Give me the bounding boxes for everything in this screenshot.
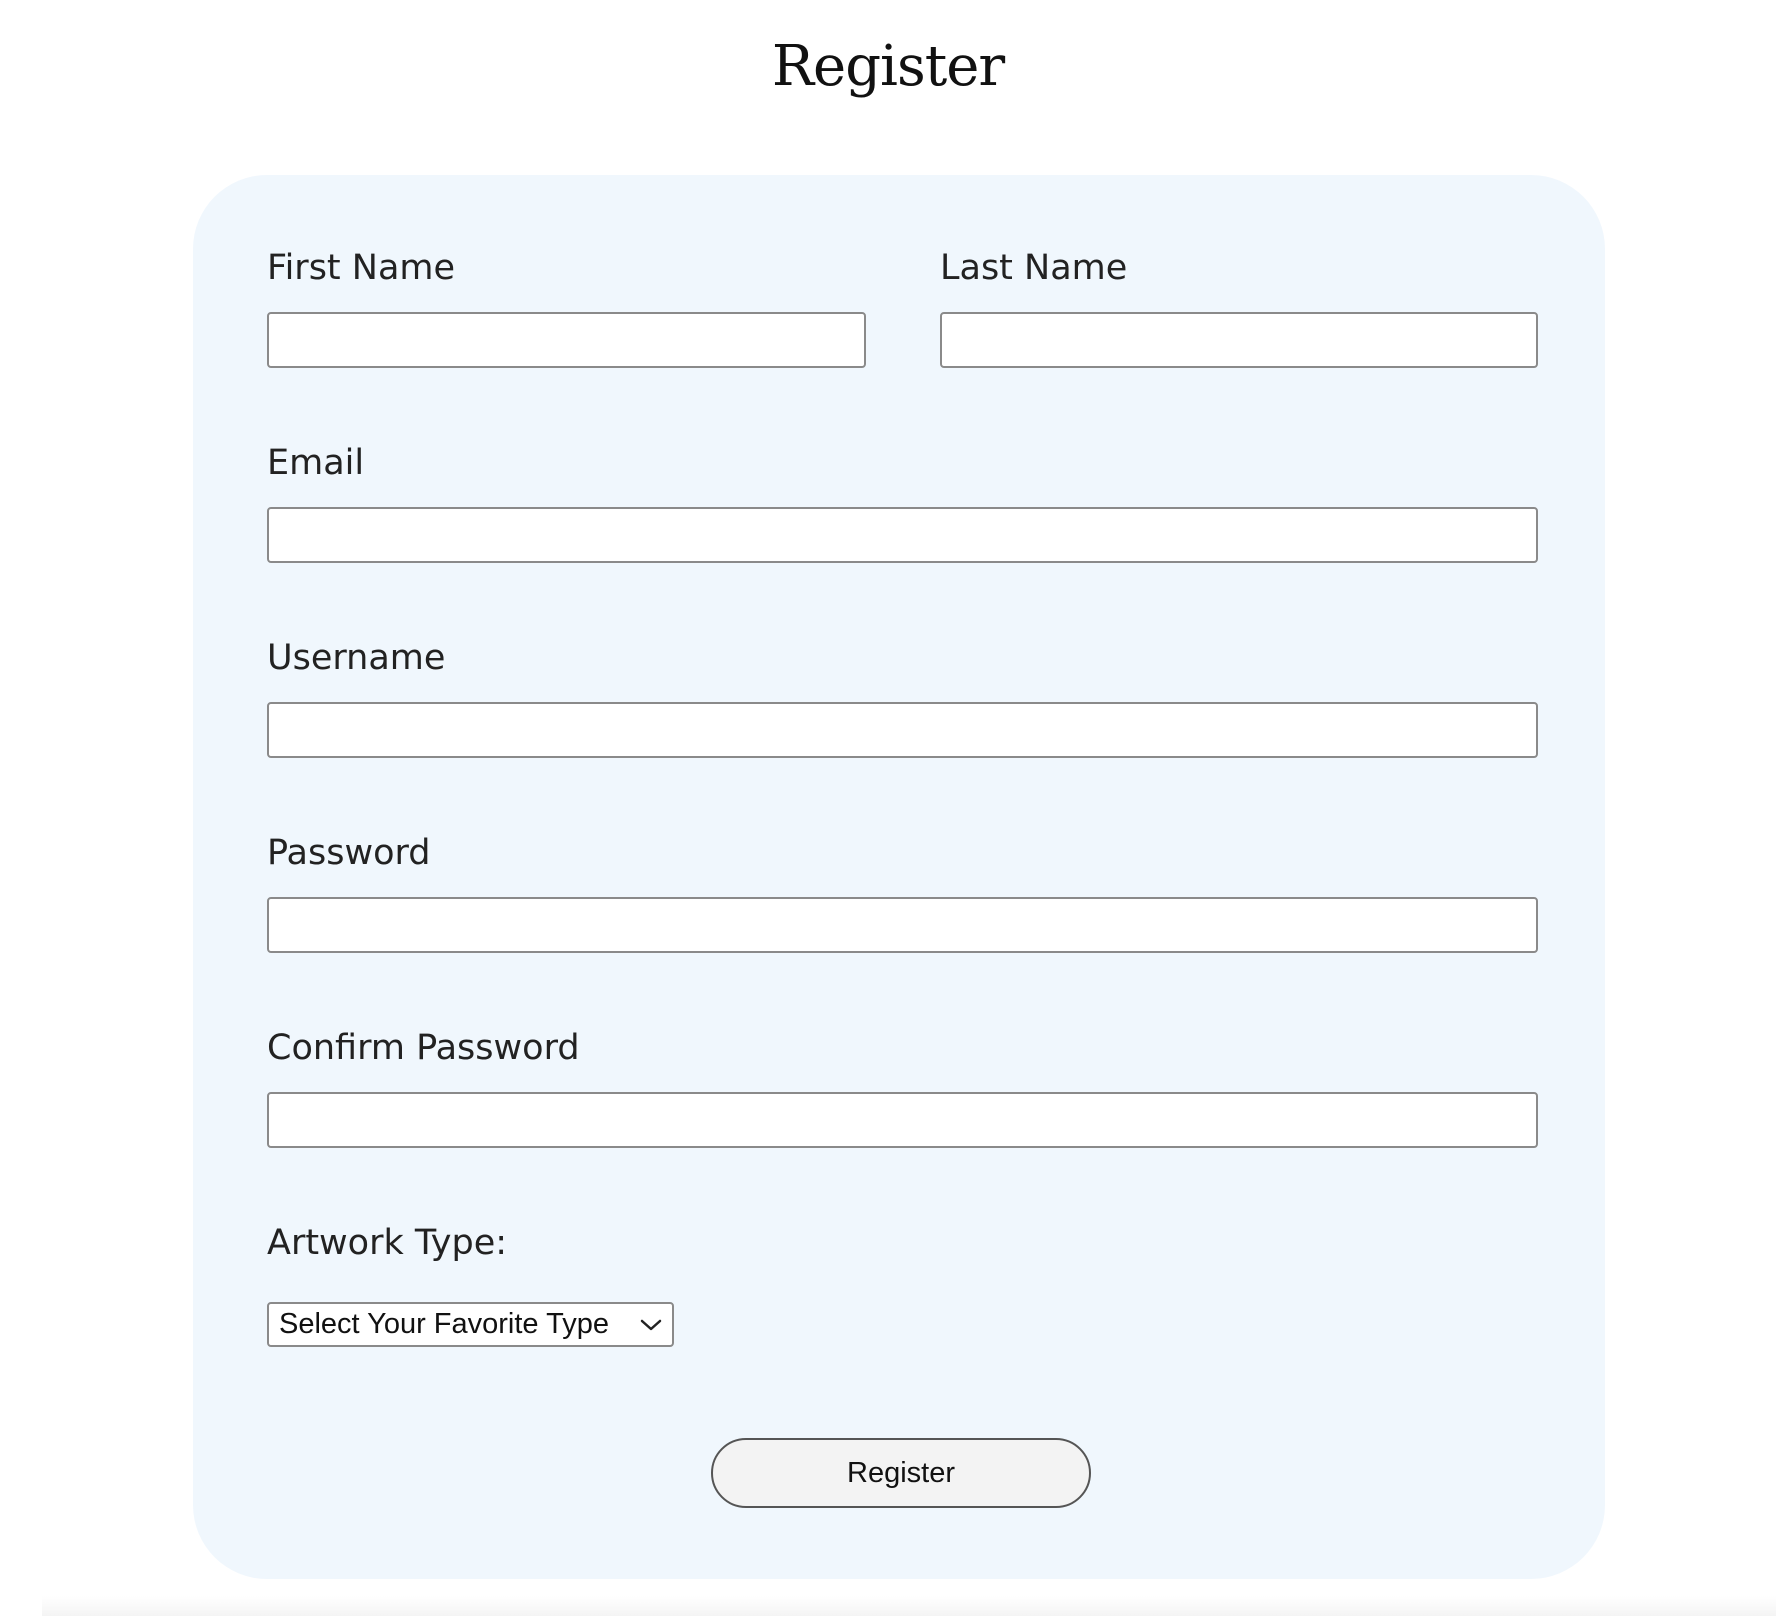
password-input[interactable] <box>267 897 1538 953</box>
register-button[interactable]: Register <box>711 1438 1091 1508</box>
page-bottom-edge <box>42 1596 1776 1616</box>
confirm-password-label: Confirm Password <box>267 1028 580 1068</box>
artwork-type-label: Artwork Type: <box>267 1223 508 1263</box>
username-label: Username <box>267 638 446 678</box>
page-title: Register <box>771 34 1005 99</box>
last-name-input[interactable] <box>940 312 1538 368</box>
chevron-down-icon <box>634 1318 662 1332</box>
confirm-password-input[interactable] <box>267 1092 1538 1148</box>
first-name-label: First Name <box>267 248 456 288</box>
artwork-type-select[interactable] <box>267 1302 674 1347</box>
artwork-type-selected-value: Select Your Favorite Type <box>279 1308 609 1340</box>
password-label: Password <box>267 833 431 873</box>
email-input[interactable] <box>267 507 1538 563</box>
username-input[interactable] <box>267 702 1538 758</box>
first-name-input[interactable] <box>267 312 866 368</box>
last-name-label: Last Name <box>940 248 1128 288</box>
register-form-card <box>193 175 1605 1579</box>
email-label: Email <box>267 443 365 483</box>
